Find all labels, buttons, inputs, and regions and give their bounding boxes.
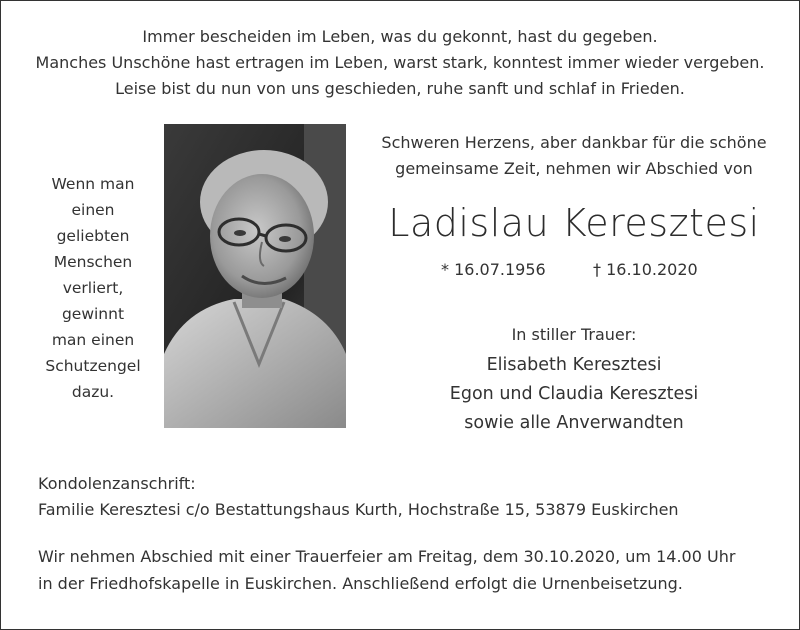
ceremony-line: Wir nehmen Abschied mit einer Trauerfeier am Freitag, dem 30.10.2020, um 14.00 Uhr: [38, 547, 736, 566]
motto-verse: [0, 24, 800, 102]
ceremony-line: in der Friedhofskapelle in Euskirchen. Anschließend erfolgt die Urnenbeisetzung.: [38, 574, 683, 593]
quote-line: einen: [71, 201, 115, 219]
motto-line: Immer bescheiden im Leben, was du gekonnt, hast du gegeben.: [142, 27, 658, 46]
mourners-heading: In stiller Trauer:: [511, 325, 637, 344]
mourner-name: Elisabeth Keresztesi: [486, 355, 662, 375]
mourner-name: sowie alle Anverwandten: [464, 413, 684, 433]
quote-line: verliert,: [62, 279, 124, 297]
quote-line: dazu.: [71, 383, 115, 401]
quote-line: gewinnt: [61, 305, 125, 323]
side-quote: [22, 171, 164, 405]
condolence-address-line: Familie Keresztesi c/o Bestattungshaus Kurth, Hochstraße 15, 53879 Euskirchen: [38, 500, 679, 519]
quote-line: man einen: [51, 331, 135, 349]
condolence-address: [38, 471, 679, 523]
death-date: † 16.10.2020: [593, 260, 698, 279]
mourners-block: [364, 322, 784, 438]
deceased-name: Ladislau Keresztesi: [388, 201, 760, 245]
mourner-name: Egon und Claudia Keresztesi: [449, 384, 699, 404]
quote-line: Wenn man: [51, 175, 135, 193]
ceremony-info: [38, 543, 735, 597]
birth-date: * 16.07.1956: [441, 260, 546, 279]
farewell-intro: [364, 130, 784, 182]
quote-line: Schutzengel: [45, 357, 141, 375]
quote-line: Menschen: [53, 253, 133, 271]
quote-line: geliebten: [56, 227, 130, 245]
intro-line: Schweren Herzens, aber dankbar für die schöne: [381, 133, 767, 152]
motto-line: Leise bist du nun von uns geschieden, ruhe sanft und schlaf in Frieden.: [115, 79, 685, 98]
portrait-photo: [164, 124, 346, 428]
intro-line: gemeinsame Zeit, nehmen wir Abschied von: [395, 159, 753, 178]
condolence-label: Kondolenzanschrift:: [38, 474, 196, 493]
motto-line: Manches Unschöne hast ertragen im Leben, warst stark, konntest immer wieder vergeben.: [35, 53, 765, 72]
